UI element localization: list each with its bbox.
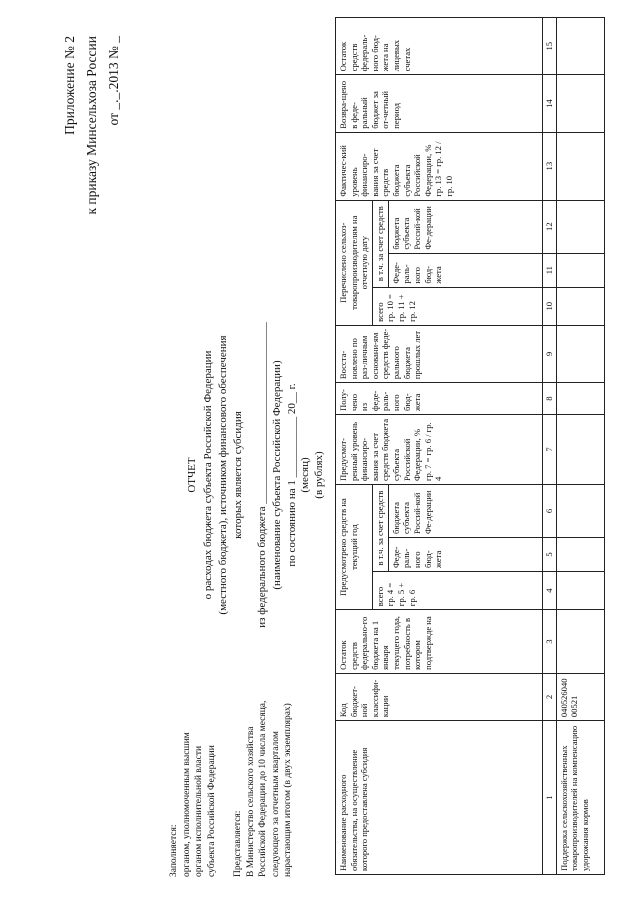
column-number: 3	[542, 610, 556, 674]
header-planned-total: всего гр. 4 = гр. 5 + гр. 6	[372, 572, 542, 610]
header-planned-sub: в т.ч. за счет средств	[372, 484, 388, 571]
table-cell	[556, 538, 604, 572]
column-number: 1	[542, 721, 556, 875]
header-transferred-regional: бюджета субъекта Россий-кой Фе-дерации	[388, 200, 542, 253]
appendix-title: Приложение № 2	[62, 36, 77, 135]
submit-note-heading: Представляется:	[233, 810, 243, 877]
report-title: ОТЧЕТ	[186, 457, 198, 493]
column-number: 11	[542, 253, 556, 287]
table-cell	[556, 132, 604, 200]
header-balance-start: Остаток средств федерально-го бюджета на 1 января текущего года, потребность в котором подтвержде на	[336, 610, 543, 674]
column-number: 14	[542, 75, 556, 132]
header-actual-level: Фактичес-кий уровень финансиро-вания за счет средств бюджета субъекта Российской Федерации, % гр. 13 = гр. 12 / гр. 10	[336, 132, 543, 200]
appendix-date: от _._.2013 № _	[106, 36, 121, 126]
column-number: 7	[542, 414, 556, 484]
appendix-order: к приказу Минсельхоза России	[84, 36, 99, 215]
report-line-3: которых является субсидия	[232, 411, 244, 539]
column-number: 15	[542, 18, 556, 75]
table-cell	[556, 253, 604, 287]
header-received-federal: Полу-чено из феде-раль-ного бюд-жета	[336, 383, 543, 415]
column-number: 5	[542, 538, 556, 572]
column-number: 2	[542, 673, 556, 720]
table-cell	[556, 414, 604, 484]
report-line-2: (местного бюджета), источником финансового обеспечения	[217, 335, 229, 615]
report-units: (в рублях)	[313, 451, 325, 499]
table-cell	[556, 610, 604, 674]
submit-note	[232, 687, 295, 877]
table-cell	[556, 325, 604, 382]
report-line-5: (наименование субъекта Российской Федерации)	[271, 360, 283, 590]
table-row	[556, 18, 604, 875]
column-number: 10	[542, 287, 556, 325]
header-transferred-federal: Феде-раль-ного бюд-жета	[388, 253, 542, 287]
column-number: 6	[542, 484, 556, 537]
report-line-4: из федерального бюджета _________________________________	[256, 322, 268, 628]
row-obligation-name: Поддержка сельскохозяйственных товаропроизводителей на компенсацию удорожания кормов	[556, 721, 604, 875]
header-returned-federal: Возвра-щено в феде-ральный бюджет за от-четный период	[336, 75, 543, 132]
submit-note-line: Российской Федерации до 10 числа месяца,	[258, 700, 268, 877]
column-number: 13	[542, 132, 556, 200]
header-transferred-total: всего гр. 10 = гр. 11 + гр. 12	[372, 287, 542, 325]
header-budget-code: Код бюджет-ной классифи-кации	[336, 673, 543, 720]
header-planned-regional: бюджета субъекта Россий-кой Фе-дерации	[388, 484, 542, 537]
submit-note-line: нарастающим итогом (в двух экземплярах)	[283, 703, 293, 877]
column-number: 9	[542, 325, 556, 382]
fill-note-heading: Заполняется:	[169, 824, 179, 877]
table-cell	[556, 18, 604, 75]
header-planned-group: Предусмотрено средств на текущий год	[336, 484, 373, 609]
header-transferred-sub: в т.ч. за счет средств	[372, 200, 388, 287]
table-cell	[556, 200, 604, 253]
table-cell	[556, 383, 604, 415]
table-cell	[556, 484, 604, 537]
row-budget-code: 04052604000521	[556, 673, 604, 720]
fill-note	[168, 697, 218, 877]
header-planned-level: Предусмот-ренный уровень финансиро-вания за счет средств бюджета субъекта Российской Федерации, % гр. 7 = гр. 6 / гр. 4	[336, 414, 543, 484]
fill-note-line: субъекта Российской Федерации	[206, 745, 217, 877]
column-number: 8	[542, 383, 556, 415]
report-table	[335, 17, 605, 875]
fill-note-line: органом исполнительной власти	[194, 745, 204, 877]
table-cell	[556, 287, 604, 325]
header-planned-federal: Феде-раль-ного бюд-жета	[388, 538, 542, 572]
report-month-caption: (месяц)	[299, 457, 311, 493]
header-restored-funds: Восста-новлено по раз-личным основани-ям средств феде-рального бюджета прошлых лет	[336, 325, 543, 382]
submit-note-line: В Министерство сельского хозяйства	[245, 726, 256, 877]
header-transferred-group: Перечислено сельхоз-товаропроизводителям на отчетную дату	[336, 200, 373, 325]
column-number: 12	[542, 200, 556, 253]
submit-note-line: следующего за отчетным кварталом	[270, 731, 281, 877]
report-date-line: по состоянию на 1 ___________ 20__ г.	[286, 383, 298, 567]
fill-note-line: органом, уполномоченным высшим	[181, 732, 192, 877]
table-cell	[556, 572, 604, 610]
table-cell	[556, 75, 604, 132]
header-balance-accounts: Остаток средств федераль-ного бюд-жета на лицевых счетах	[336, 18, 543, 75]
column-number: 4	[542, 572, 556, 610]
header-obligation-name: Наименование расходного обязательства, на осуществление которого предоставлена субсидия	[336, 721, 543, 875]
report-line-1: о расходах бюджета субъекта Российской Федерации	[202, 350, 214, 600]
